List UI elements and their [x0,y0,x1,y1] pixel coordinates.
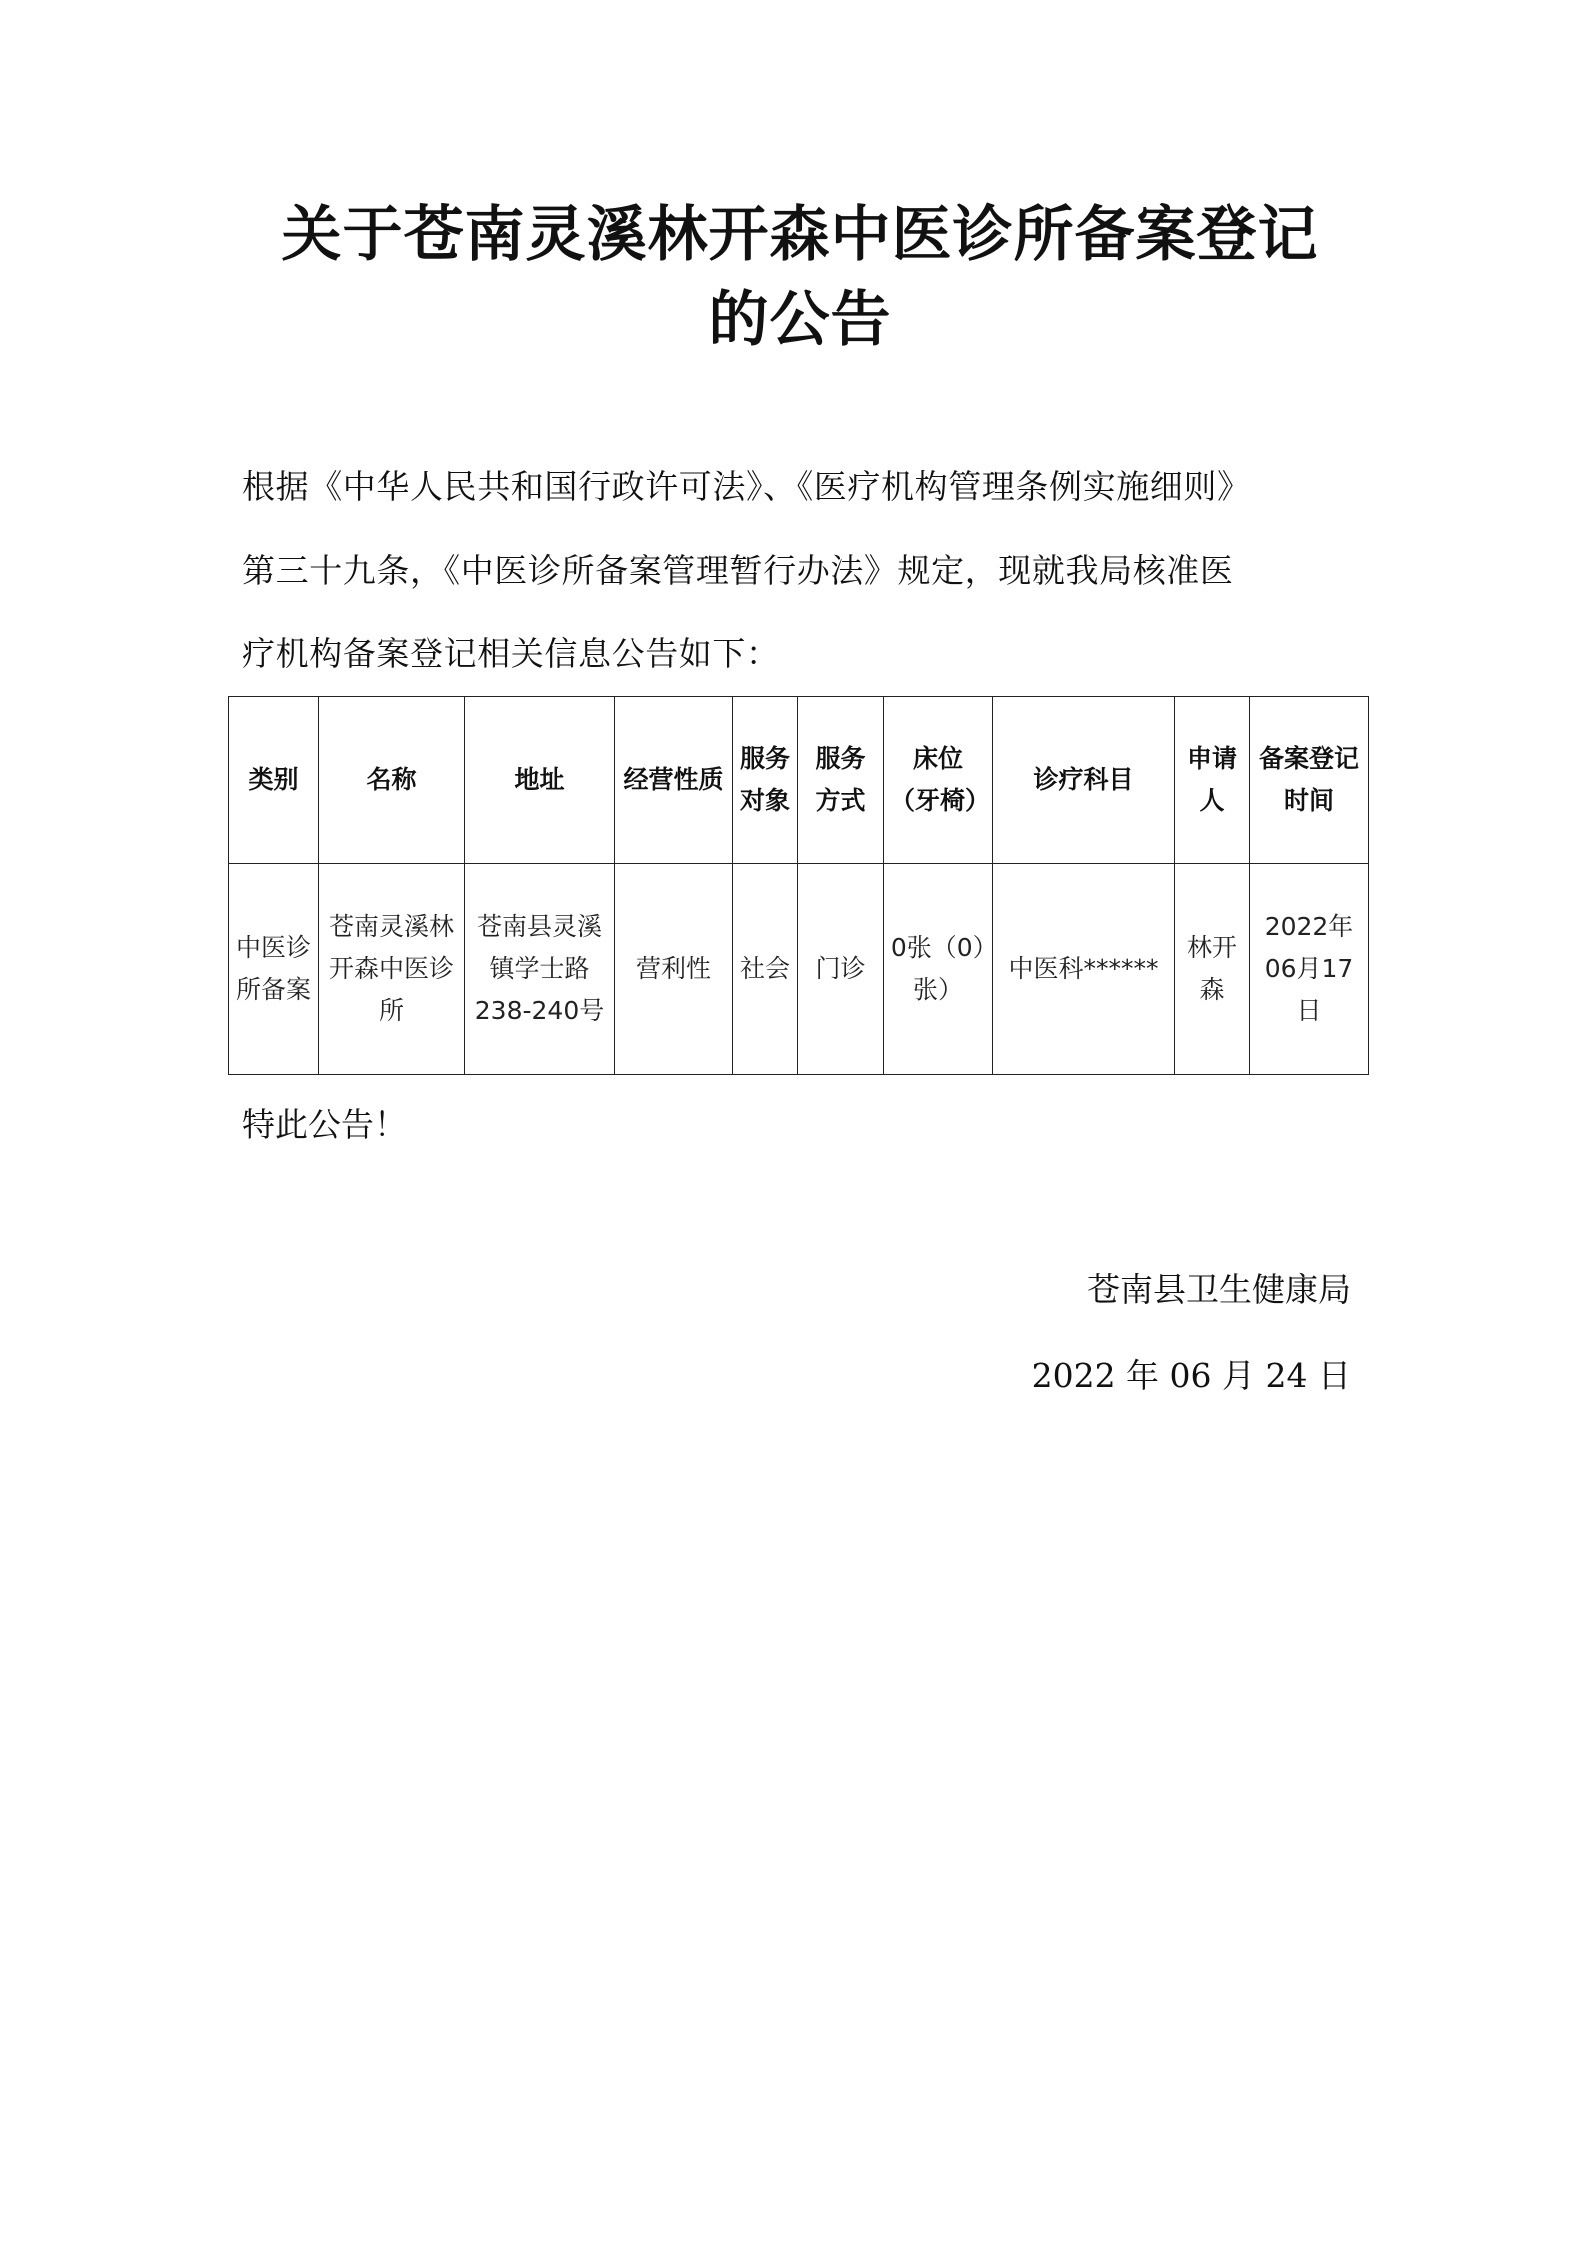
table-row [229,864,1369,1075]
header-service-mode: 服务方式 [798,697,884,864]
notice-title-line-2: 的公告 [708,285,892,355]
cell-applicant: 林开森 [1175,864,1250,1075]
header-service-target: 服务对象 [733,697,798,864]
header-departments: 诊疗科目 [993,697,1175,864]
issue-date: 2022 年 06 月 24 日 [1031,1356,1351,1395]
cell-service-target: 社会 [733,864,798,1075]
registration-table [228,696,1369,1075]
issuing-authority: 苍南县卫生健康局 [1087,1270,1351,1309]
table-header-row [229,697,1369,864]
header-registration-time: 备案登记时间 [1250,697,1369,864]
header-category: 类别 [229,697,319,864]
body-paragraph-line-2: 第三十九条，《中医诊所备案管理暂行办法》规定，现就我局核准医 [242,551,1234,590]
cell-registration-time: 2022年06月17日 [1250,864,1369,1075]
cell-address: 苍南县灵溪镇学士路238-240号 [465,864,615,1075]
body-paragraph-line-1: 根据《中华人民共和国行政许可法》、《医疗机构管理条例实施细则》 [242,467,1251,506]
header-beds: 床位（牙椅） [884,697,993,864]
header-applicant: 申请人 [1175,697,1250,864]
cell-beds: 0张（0）张） [884,864,993,1075]
header-name: 名称 [319,697,465,864]
cell-departments: 中医科****** [993,864,1175,1075]
cell-name: 苍南灵溪林开森中医诊所 [319,864,465,1075]
cell-service-mode: 门诊 [798,864,884,1075]
closing-note: 特此公告！ [242,1105,407,1144]
cell-category: 中医诊所备案 [229,864,319,1075]
cell-business-nature: 营利性 [615,864,733,1075]
header-business-nature: 经营性质 [615,697,733,864]
notice-title-line-1: 关于苍南灵溪林开森中医诊所备案登记 [281,200,1319,270]
header-address: 地址 [465,697,615,864]
body-paragraph-line-3: 疗机构备案登记相关信息公告如下： [242,634,780,673]
